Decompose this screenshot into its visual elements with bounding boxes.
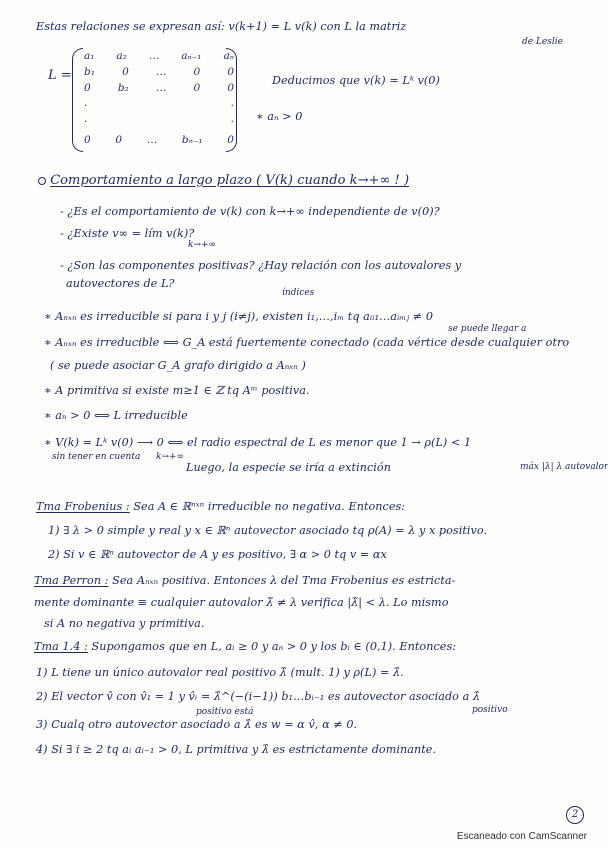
- indices-note: índices: [282, 288, 315, 298]
- irreducible-note: se puede llegar a: [448, 324, 527, 334]
- question-3b: autovectores de L?: [66, 277, 175, 290]
- frobenius-point-2: 2) Si v ∈ ℝⁿ autovector de A y es positivo, ∃ α > 0 tq v = αx: [48, 548, 387, 561]
- limit-sub-note: sin tener en cuenta: [52, 452, 141, 462]
- irreducible-graph: ∗ Aₙₓₙ es irreducible ⟺ G_A está fuertemente conectado (cada vértice desde cualquier otro: [44, 336, 570, 349]
- limit-statement: ∗ V(k) = Lᵏ v(0) ⟶ 0 ⟺ el radio espectral de L es menor que 1 → ρ(L) < 1: [44, 436, 472, 449]
- an-positive: ∗ aₙ > 0 ⟺ L irreducible: [44, 409, 188, 422]
- tma14-intro: Supongamos que en L, aᵢ ≥ 0 y aₙ > 0 y los bᵢ ∈ (0,1). Entonces:: [91, 640, 457, 653]
- matrix-label: L =: [48, 68, 72, 83]
- matrix-row: 0 0 … bₙ₋₁ 0: [84, 134, 234, 146]
- limit-k-note: k→+∞: [156, 452, 185, 462]
- perron-line-1: Sea Aₙₓₙ positiva. Entonces λ del Tma Frobenius es estricta-: [112, 574, 456, 587]
- question-2-sub: k→+∞: [188, 240, 217, 250]
- extinction-text: Luego, la especie se iría a extinción: [186, 461, 391, 474]
- matrix-row: · ·: [84, 100, 234, 112]
- page-number: 2: [566, 806, 584, 824]
- condition-text: ∗ aₙ > 0: [256, 110, 303, 123]
- matrix-row: · ·: [84, 116, 234, 128]
- frobenius-intro: Sea A ∈ ℝⁿˣⁿ irreducible no negativa. Entonces:: [133, 500, 406, 513]
- frobenius-row: [36, 500, 405, 513]
- question-3: - ¿Son las componentes positivas? ¿Hay relación con los autovalores y: [60, 259, 462, 272]
- tma14-point-1: 1) L tiene un único autovalor real positivo λ̂ (mult. 1) y ρ(L) = λ̂.: [36, 666, 404, 679]
- header-line: Estas relaciones se expresan así: v(k+1) = L v(k) con L la matriz: [36, 20, 407, 33]
- rho-note: máx |λ| λ autovalor: [520, 462, 608, 472]
- tma14-row: [34, 640, 456, 653]
- tma14-point-3: 3) Cualq otro autovector asociado a λ̂ es w = α v̂, α ≠ 0.: [36, 718, 358, 731]
- tma14-point-2: 2) El vector v̂ con v̂₁ = 1 y v̂ᵢ = λ̂^(−(i−1)) b₁…bᵢ₋₁ es autovector asociado a λ̂: [36, 690, 481, 703]
- scanner-watermark: Escaneado con CamScanner: [456, 831, 587, 842]
- matrix-row: b₁ 0 … 0 0: [84, 66, 234, 78]
- perron-title: Tma Perron :: [34, 574, 109, 587]
- question-2: - ¿Existe v∞ = lím v(k)?: [60, 227, 195, 240]
- header-note: de Leslie: [522, 37, 563, 47]
- deduction-text: Deducimos que v(k) = Lᵏ v(0): [272, 74, 440, 87]
- question-1: - ¿Es el comportamiento de v(k) con k→+∞ independiente de v(0)?: [60, 205, 440, 218]
- matrix-left-bracket: [72, 48, 83, 152]
- section-long-term-title: Comportamiento a largo plazo ( V(k) cuando k→+∞ ! ): [38, 173, 409, 188]
- matrix-row: 0 b₂ … 0 0: [84, 82, 234, 94]
- leslie-matrix: [34, 48, 284, 158]
- primitive-def: ∗ A primitiva si existe m≥1 ∈ ℤ tq Aᵐ positiva.: [44, 384, 310, 397]
- tma14-p3-note: positivo está: [196, 707, 254, 717]
- frobenius-title: Tma Frobenius :: [36, 500, 130, 513]
- perron-line-2: mente dominante ≡ cualquier autovalor λ̃ ≠ λ verifica |λ̃| < λ. Lo mismo: [34, 596, 449, 609]
- perron-row: [34, 574, 455, 587]
- matrix-row: a₁ a₂ … aₙ₋₁ aₙ: [84, 50, 234, 62]
- tma14-p2-note: positivo: [472, 705, 508, 715]
- bullet-icon: [38, 177, 46, 185]
- perron-line-3: si A no negativa y primitiva.: [44, 617, 205, 630]
- frobenius-point-1: 1) ∃ λ > 0 simple y real y x ∈ ℝⁿ autovector asociado tq ρ(A) = λ y x positivo.: [48, 524, 488, 537]
- irreducible-def: ∗ Aₙₓₙ es irreducible si para i y j (i≠j), existen i₁,…,iₘ tq aᵢᵢ₁…aᵢₘⱼ ≠ 0: [44, 310, 433, 323]
- tma14-title: Tma 1.4 :: [34, 640, 88, 653]
- tma14-point-4: 4) Si ∃ i ≥ 2 tq aᵢ aᵢ₋₁ > 0, L primitiva y λ̂ es estrictamente dominante.: [36, 743, 437, 756]
- graph-note: ( se puede asociar G_A grafo dirigido a Aₙₓₙ ): [50, 359, 306, 372]
